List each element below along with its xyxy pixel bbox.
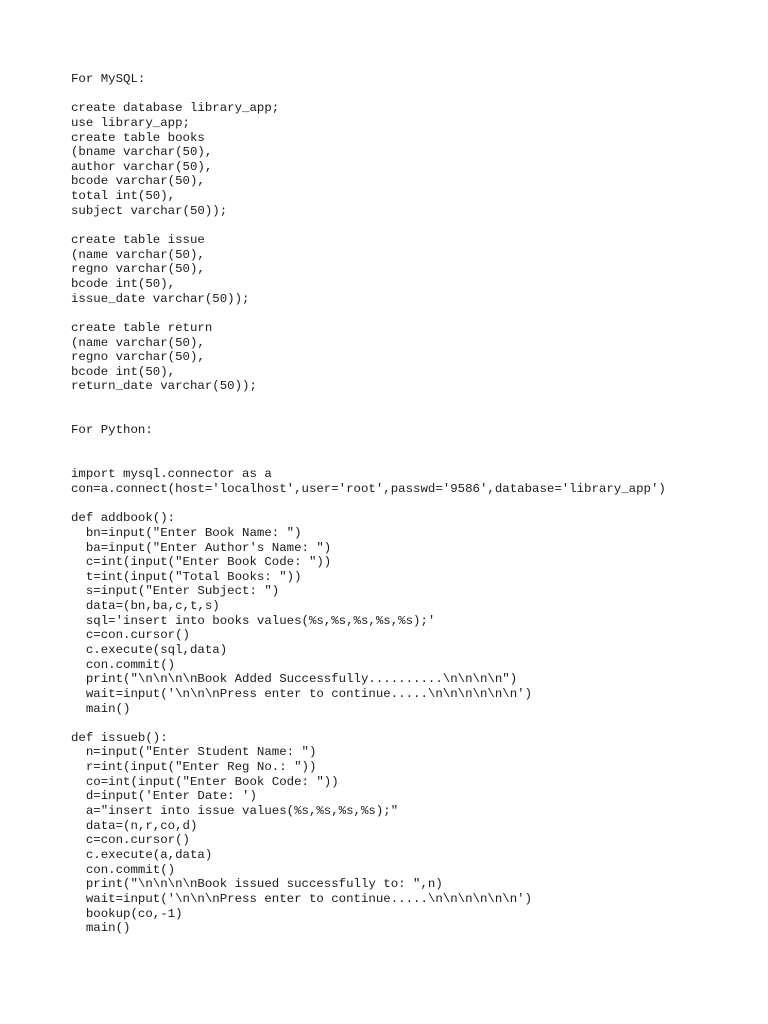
code-line: data=(bn,ba,c,t,s)	[71, 599, 220, 614]
code-line: c.execute(a,data)	[71, 847, 213, 862]
code-line: import mysql.connector as a	[71, 467, 272, 482]
blank-line	[71, 394, 751, 409]
code-line: create table issue	[71, 233, 205, 248]
code-line: For MySQL:	[71, 72, 146, 86]
code-line: use library_app;	[71, 115, 190, 130]
code-line: author varchar(50),	[71, 159, 213, 174]
code-line: bcode varchar(50),	[71, 174, 205, 189]
code-line: (name varchar(50),	[71, 335, 205, 350]
code-line: n=input("Enter Student Name: ")	[71, 745, 317, 760]
code-line: create database library_app;	[71, 101, 280, 116]
code-line: c=con.cursor()	[71, 628, 190, 643]
code-line: print("\n\n\n\nBook issued successfully to: ",n)	[71, 877, 443, 892]
code-line: ba=input("Enter Author's Name: ")	[71, 540, 332, 555]
code-line: c.execute(sql,data)	[71, 642, 228, 657]
code-line: bn=input("Enter Book Name: ")	[71, 525, 302, 540]
code-line: d=input('Enter Date: ')	[71, 789, 257, 804]
code-line: print("\n\n\n\nBook Added Successfully..........\n\n\n\n")	[71, 672, 518, 687]
code-line: regno varchar(50),	[71, 350, 205, 365]
code-line: con.commit()	[71, 862, 176, 877]
blank-line	[71, 453, 751, 468]
code-line: return_date varchar(50));	[71, 379, 257, 394]
code-line: regno varchar(50),	[71, 262, 205, 277]
blank-line	[71, 306, 751, 321]
code-line: create table books	[71, 130, 205, 145]
code-line: create table return	[71, 320, 213, 335]
code-line: con=a.connect(host='localhost',user='root',passwd='9586',database='library_app')	[71, 481, 666, 496]
code-line: For Python:	[71, 423, 153, 438]
code-line: c=con.cursor()	[71, 833, 190, 848]
code-line: main()	[71, 921, 131, 936]
code-line: bcode int(50),	[71, 364, 176, 379]
code-line: c=int(input("Enter Book Code: "))	[71, 555, 332, 570]
code-line: (name varchar(50),	[71, 247, 205, 262]
code-line: con.commit()	[71, 657, 176, 672]
code-line: wait=input('\n\n\nPress enter to continue.....\n\n\n\n\n\n')	[71, 891, 533, 906]
code-line: s=input("Enter Subject: ")	[71, 584, 280, 599]
code-line: sql='insert into books values(%s,%s,%s,%s,%s);'	[71, 613, 436, 628]
blank-line	[71, 409, 751, 424]
code-line: r=int(input("Enter Reg No.: "))	[71, 760, 317, 775]
code-line: def issueb():	[71, 730, 168, 745]
document-page	[71, 72, 751, 936]
blank-line	[71, 716, 751, 731]
code-line: subject varchar(50));	[71, 203, 228, 218]
code-line: a="insert into issue values(%s,%s,%s,%s);"	[71, 804, 399, 819]
code-line: data=(n,r,co,d)	[71, 818, 198, 833]
code-line: co=int(input("Enter Book Code: "))	[71, 774, 339, 789]
code-line: (bname varchar(50),	[71, 145, 213, 160]
code-line: t=int(input("Total Books: "))	[71, 569, 302, 584]
blank-line	[71, 438, 751, 453]
blank-line	[71, 87, 751, 102]
blank-line	[71, 218, 751, 233]
code-line: total int(50),	[71, 189, 176, 204]
code-line: bookup(co,-1)	[71, 906, 183, 921]
code-line: main()	[71, 701, 131, 716]
blank-line	[71, 497, 751, 512]
code-line: def addbook():	[71, 511, 176, 526]
code-line: issue_date varchar(50));	[71, 291, 250, 306]
code-line: wait=input('\n\n\nPress enter to continue.....\n\n\n\n\n\n')	[71, 686, 533, 701]
code-line: bcode int(50),	[71, 276, 176, 291]
